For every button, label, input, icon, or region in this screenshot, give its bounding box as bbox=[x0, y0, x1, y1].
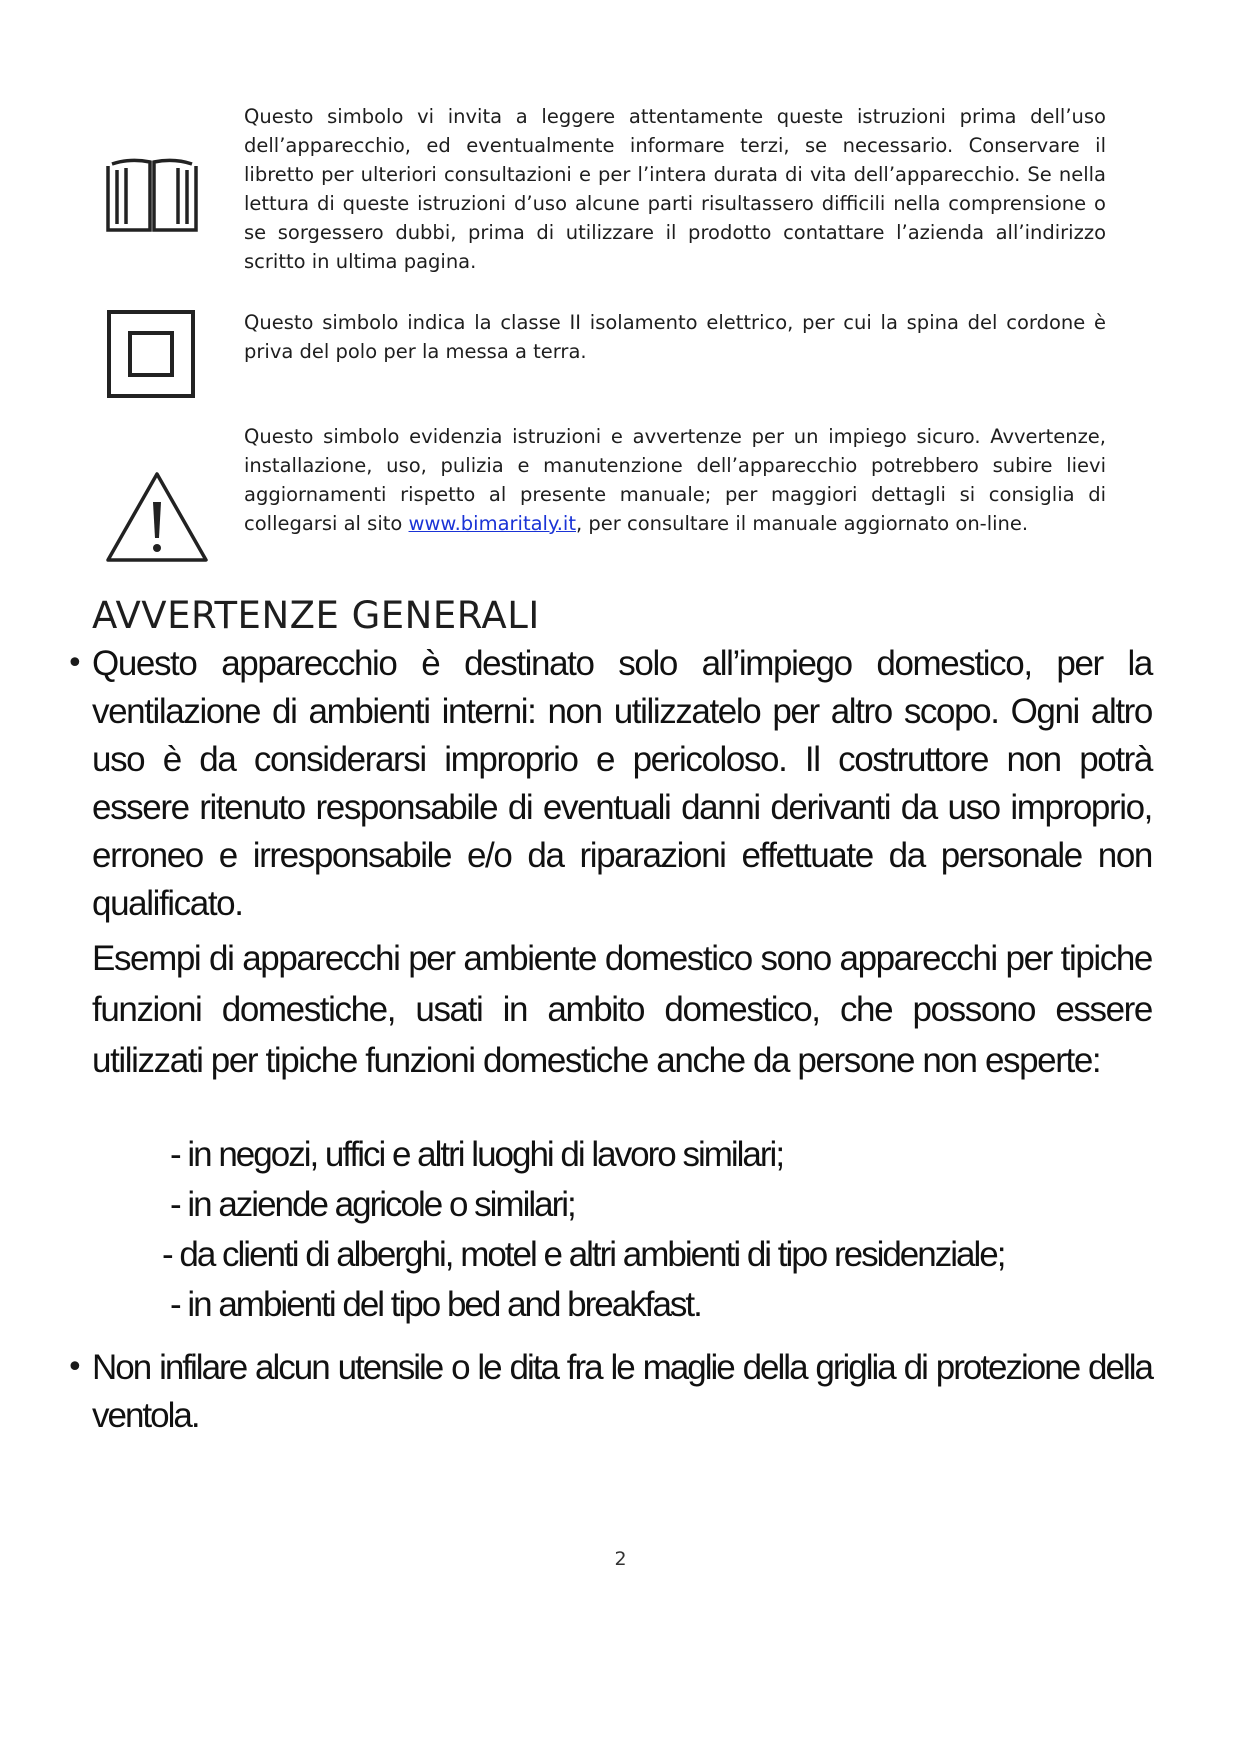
symbol-note-warning bbox=[244, 422, 1106, 538]
bullet-1-paragraph-1: Questo apparecchio è destinato solo all’impiego domestico, per la ventilazione di ambienti interni: non utilizzatelo per altro scopo. Ogni altro uso è da considerarsi improprio e pericoloso. Il costruttore non potrà essere ritenuto responsabile di eventuali danni derivanti da uso improprio, erroneo e irresponsabile e/o da riparazioni effettuate da personale non qualificato. bbox=[92, 644, 1152, 923]
bullet-2-paragraph: Non infilare alcun utensile o le dita fra le maglie della griglia di protezione della ventola. bbox=[92, 1348, 1152, 1435]
class-ii-symbol-text: Questo simbolo indica la classe II isolamento elettrico, per cui la spina del cordone è priva del polo per la messa a terra. bbox=[244, 311, 1106, 363]
list-item: - in aziende agricole o similari; bbox=[170, 1185, 575, 1224]
website-link[interactable]: www.bimaritaly.it bbox=[408, 512, 576, 535]
symbol-note-book bbox=[244, 102, 1106, 276]
usage-examples-list bbox=[162, 1130, 1130, 1330]
bullet-icon: • bbox=[66, 646, 84, 681]
bullet-icon: • bbox=[66, 1350, 84, 1385]
warning-symbol-text: Questo simbolo evidenzia istruzioni e avvertenze per un impiego sicuro. Avvertenze, installazione, uso, pulizia e manutenzione dell’apparecchio potrebbero subire lievi aggiornamenti rispetto al presente manuale; per maggiori dettagli si consiglia di collegarsi al sito www.bimaritaly.it, per consultare il manuale aggiornato on-line. bbox=[244, 425, 1106, 535]
symbol-note-class-ii bbox=[244, 308, 1106, 366]
class-ii-insulation-icon bbox=[106, 309, 196, 399]
bullet-1-paragraph-2: Esempi di apparecchi per ambiente domestico sono apparecchi per tipiche funzioni domestiche, usati in ambito domestico, che possono essere utilizzati per tipiche funzioni domestiche anche da persone non esperte: bbox=[92, 939, 1152, 1080]
warning-triangle-icon bbox=[104, 470, 210, 564]
book-icon bbox=[104, 158, 200, 234]
page-number: 2 bbox=[614, 1548, 627, 1570]
book-symbol-text: Questo simbolo vi invita a leggere attentamente queste istruzioni prima dell’uso dell’apparecchio, ed eventualmente informare terzi, se necessario. Conservare il libretto per ulteriori consultazioni e per l’intera durata di vita dell’apparecchio. Se nella lettura di queste istruzioni d’uso alcune parti risultassero difficili nella comprensione o se sorgessero dubbi, prima di utilizzare il prodotto contattare l’azienda all’indirizzo scritto in ultima pagina. bbox=[244, 105, 1106, 273]
section-title: AVVERTENZE GENERALI bbox=[92, 594, 540, 637]
list-item: - in negozi, uffici e altri luoghi di lavoro similari; bbox=[170, 1135, 784, 1174]
list-item: - da clienti di alberghi, motel e altri ambienti di tipo residenziale; bbox=[162, 1235, 1005, 1274]
list-item: - in ambienti del tipo bed and breakfast. bbox=[170, 1285, 701, 1324]
